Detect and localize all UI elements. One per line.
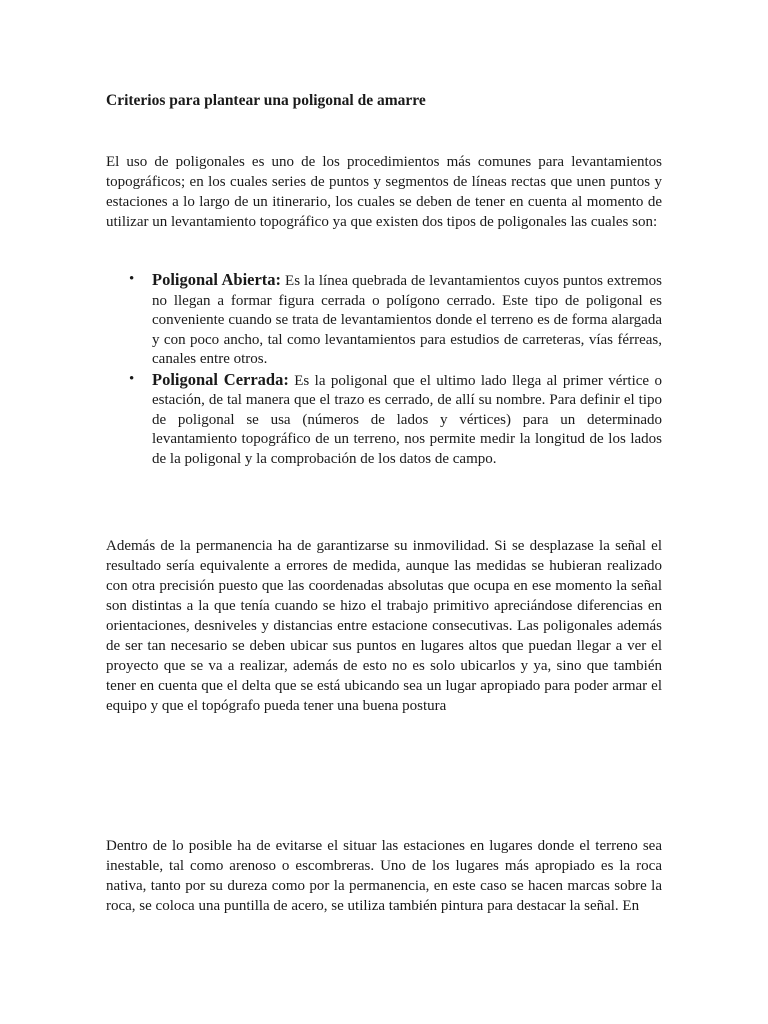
polygon-types-list xyxy=(129,270,662,469)
list-item-poligonal-cerrada xyxy=(129,369,662,470)
bullet-icon: • xyxy=(129,370,135,387)
paragraph-permanencia: Además de la permanencia ha de garantizarse su inmovilidad. Si se desplazase la señal el resultado sería equivalente a errores de medida, aunque las medidas se hubieran realizado con otra precisión puesto que las coordenadas absolutas que ocupa en ese momento la señal son distintas a la que tenía cuando se hizo el trabajo primitivo apreciándose diferencias en orientaciones, desniveles y distancias entre estacione consecutivas. Las poligonales además de ser tan necesario se deben ubicar sus puntos en lugares altos que puedan llegar a ver el proyecto que se va a realizar, además de esto no es solo ubicarlos y ya, sino que también tener en cuenta que el delta que se está ubicando sea un lugar apropiado para poder armar el equipo y que el topógrafo pueda tener una buena postura xyxy=(106,538,662,714)
paragraph-estaciones: Dentro de lo posible ha de evitarse el situar las estaciones en lugares donde el terreno sea inestable, tal como arenoso o escombreras. Uno de los lugares más apropiado es la roca nativa, tanto por su dureza como por la permanencia, en este caso se hacen marcas sobre la roca, se coloca una puntilla de acero, se utiliza también pintura para destacar la señal. En xyxy=(106,838,662,914)
list-item-term: Poligonal Cerrada: xyxy=(152,369,289,389)
list-item-poligonal-abierta xyxy=(129,270,662,370)
intro-paragraph: El uso de poligonales es uno de los procedimientos más comunes para levantamientos topográficos; en los cuales series de puntos y segmentos de líneas rectas que unen puntos y estaciones a lo largo de un itinerario, los cuales se deben de tener en cuenta al momento de utilizar un levantamiento topográfico ya que existen dos tipos de poligonales las cuales son: xyxy=(106,154,662,230)
list-item-term: Poligonal Abierta: xyxy=(152,270,282,289)
bullet-icon: • xyxy=(129,271,135,287)
list-item-text: Es la línea quebrada de levantamientos cuyos puntos extremos no llegan a formar figura cerrada o polígono cerrado. Este tipo de poligonal es conveniente cuando se trata de levantamientos donde el terreno es de forma alargada y con poco ancho, tal como levantamientos para estudios de carreteras, vías férreas, canales entre otros. xyxy=(152,273,662,367)
document-title: Criterios para plantear una poligonal de amarre xyxy=(106,92,426,109)
list-item-text: Es la poligonal que el ultimo lado llega al primer vértice o estación, de tal manera que el trazo es cerrado, de allí su nombre. Para definir el tipo de poligonal se usa (números de lados y vértices) para un determinado levantamiento topográfico de un terreno, nos permite medir la longitud de los lados de la poligonal y la comprobación de los datos de campo. xyxy=(152,372,662,467)
